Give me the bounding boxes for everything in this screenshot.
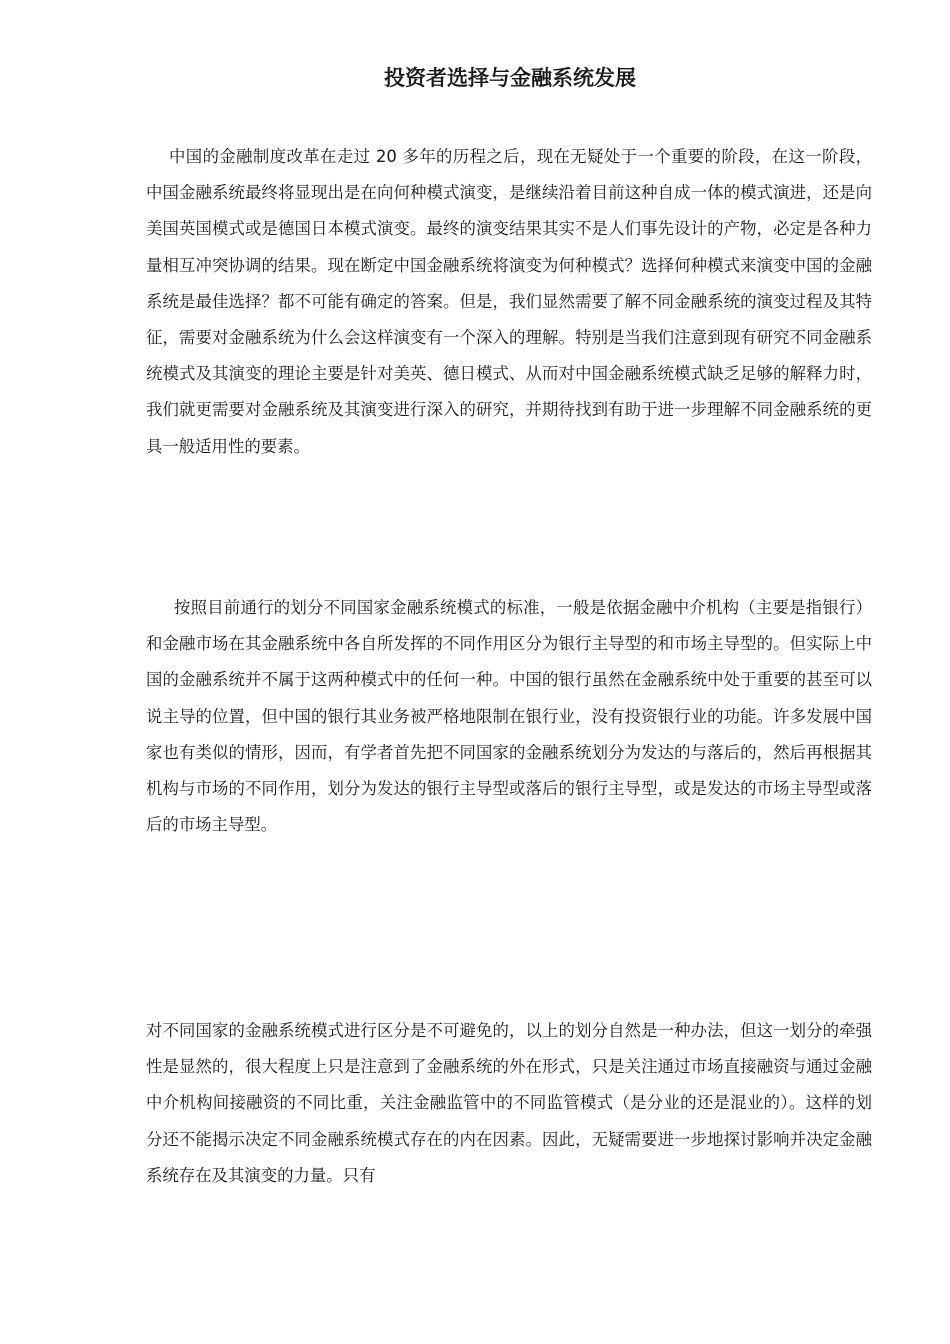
paragraph-3: 对不同国家的金融系统模式进行区分是不可避免的，以上的划分自然是一种办法，但这一划分的牵强性是显然的，很大程度上只是注意到了金融系统的外在形式，只是关注通过市场直接融资与通过金融中介机构间接融资的不同比重，关注金融监管中的不同监管模式（是分业的还是混业的）。这样的划分还不能揭示决定不同金融系统模式存在的内在因素。因此，无疑需要进一步地探讨影响并决定金融系统存在及其演变的力量。只有 xyxy=(146,1021,872,1185)
paragraph-1: 中国的金融制度改革在走过 20 多年的历程之后，现在无疑处于一个重要的阶段，在这一阶段，中国金融系统最终将显现出是在向何种模式演变，是继续沿着目前这种自成一体的模式演进，还是向美国英国模式或是德国日本模式演变。最终的演变结果其实不是人们事先设计的产物，必定是各种力量相互冲突协调的结果。现在断定中国金融系统将演变为何种模式？选择何种模式来演变中国的金融系统是最佳选择？都不可能有确定的答案。但是，我们显然需要了解不同金融系统的演变过程及其特征，需要对金融系统为什么会这样演变有一个深入的理解。特别是当我们注意到现有研究不同金融系统模式及其演变的理论主要是针对美英、德日模式、从而对中国金融系统模式缺乏足够的解释力时，我们就更需要对金融系统及其演变进行深入的研究，并期待找到有助于进一步理解不同金融系统的更具一般适用性的要素。 xyxy=(146,147,872,456)
document-title: 投资者选择与金融系统发展 xyxy=(384,65,636,90)
paragraph-2: 按照目前通行的划分不同国家金融系统模式的标准，一般是依据金融中介机构（主要是指银行）和金融市场在其金融系统中各自所发挥的不同作用区分为银行主导型的和市场主导型的。但实际上中国的金融系统并不属于这两种模式中的任何一种。中国的银行虽然在金融系统中处于重要的甚至可以说主导的位置，但中国的银行其业务被严格地限制在银行业，没有投资银行业的功能。许多发展中国家也有类似的情形，因而，有学者首先把不同国家的金融系统划分为发达的与落后的，然后再根据其机构与市场的不同作用，划分为发达的银行主导型或落后的银行主导型，或是发达的市场主导型或落后的市场主导型。 xyxy=(146,598,872,835)
